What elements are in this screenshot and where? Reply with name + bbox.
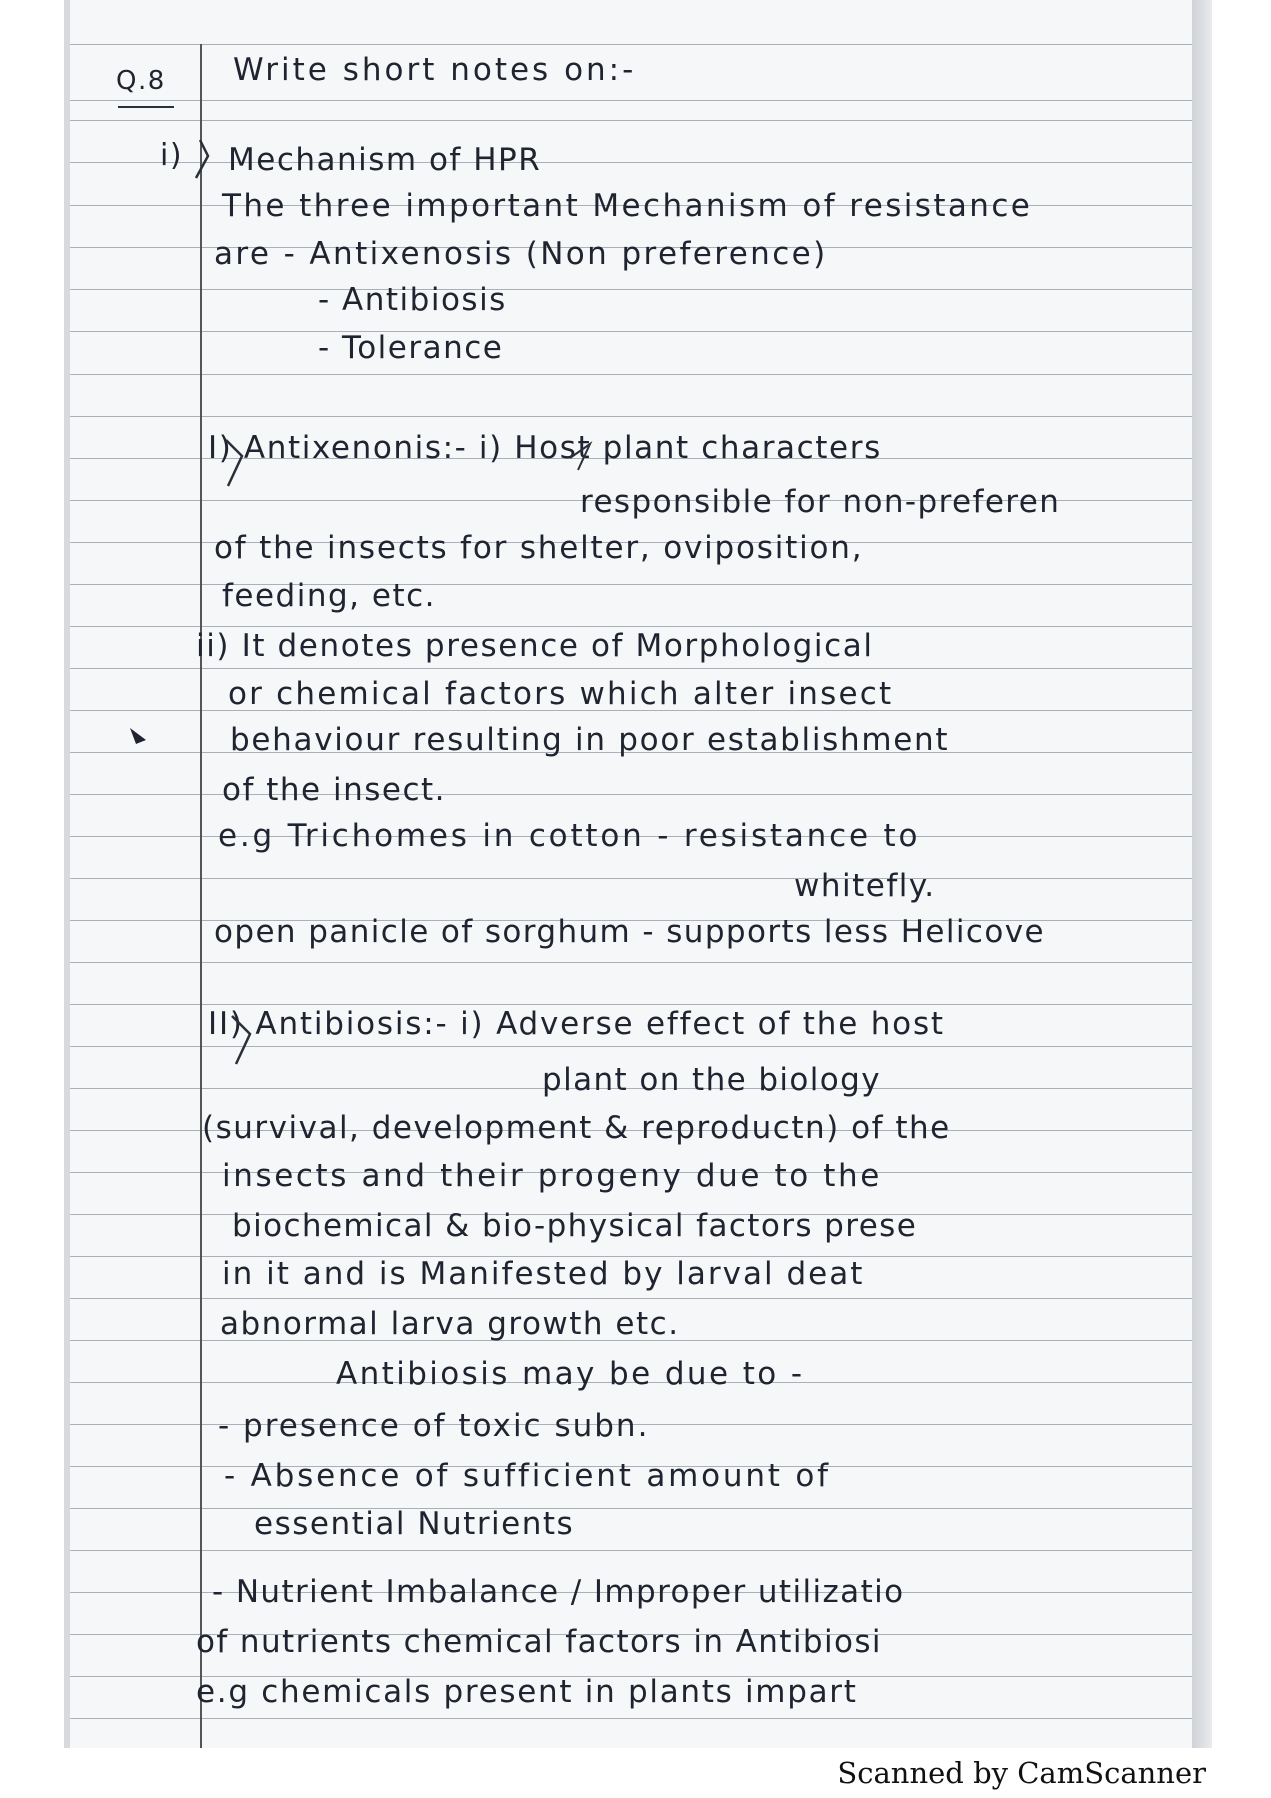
bracket-stroke [570, 444, 590, 470]
text-line: or chemical factors which alter insect [228, 676, 894, 712]
bracket-stroke [196, 140, 208, 178]
section-title: Mechanism of HPR [228, 142, 542, 178]
text-line: of the insects for shelter, oviposition, [214, 530, 864, 566]
text-line: responsible for non-preferen [580, 484, 1061, 520]
text-line: The three important Mechanism of resistance [222, 188, 1033, 224]
text-line: of nutrients chemical factors in Antibiosi [196, 1624, 882, 1660]
question-number: Q.8 [116, 66, 166, 96]
text-line: abnormal larva growth etc. [220, 1306, 680, 1342]
text-line: in it and is Manifested by larval deat [222, 1256, 865, 1292]
text-line: insects and their progeny due to the [222, 1158, 882, 1194]
text-line: II) Antibiosis:- i) Adverse effect of the host [208, 1006, 945, 1042]
question-prompt: Write short notes on:- [233, 52, 637, 88]
text-line: whitefly. [794, 868, 936, 904]
text-line: - Absence of sufficient amount of [224, 1458, 831, 1494]
text-line: e.g Trichomes in cotton - resistance to [218, 818, 921, 854]
section-number: i) [160, 138, 184, 173]
bracket-stroke [232, 1016, 250, 1064]
text-line: I) Antixenonis:- i) Host plant characters [208, 430, 882, 466]
text-line: open panicle of sorghum - supports less Helicove [214, 914, 1045, 950]
text-line: are - Antixenosis (Non preference) [214, 236, 828, 272]
text-line: biochemical & bio-physical factors prese [232, 1208, 918, 1244]
text-line: ii) It denotes presence of Morphological [196, 628, 874, 664]
text-line: - Nutrient Imbalance / Improper utilizatio [212, 1574, 905, 1610]
ink-dot [130, 728, 146, 744]
text-line: essential Nutrients [254, 1506, 575, 1542]
text-line: of the insect. [222, 772, 446, 808]
bracket-stroke [226, 440, 242, 486]
text-line: e.g chemicals present in plants impart [196, 1674, 858, 1710]
scanner-footer: Scanned by CamScanner [837, 1756, 1206, 1790]
text-line: - Tolerance [318, 330, 504, 366]
text-line: behaviour resulting in poor establishment [230, 722, 950, 758]
text-line: plant on the biology [542, 1062, 881, 1098]
text-line: - presence of toxic subn. [218, 1408, 650, 1444]
text-line: feeding, etc. [222, 578, 437, 614]
text-line: - Antibiosis [318, 282, 507, 318]
text-line: (survival, development & reproductn) of the [202, 1110, 951, 1146]
text-line: Antibiosis may be due to - [336, 1356, 805, 1392]
